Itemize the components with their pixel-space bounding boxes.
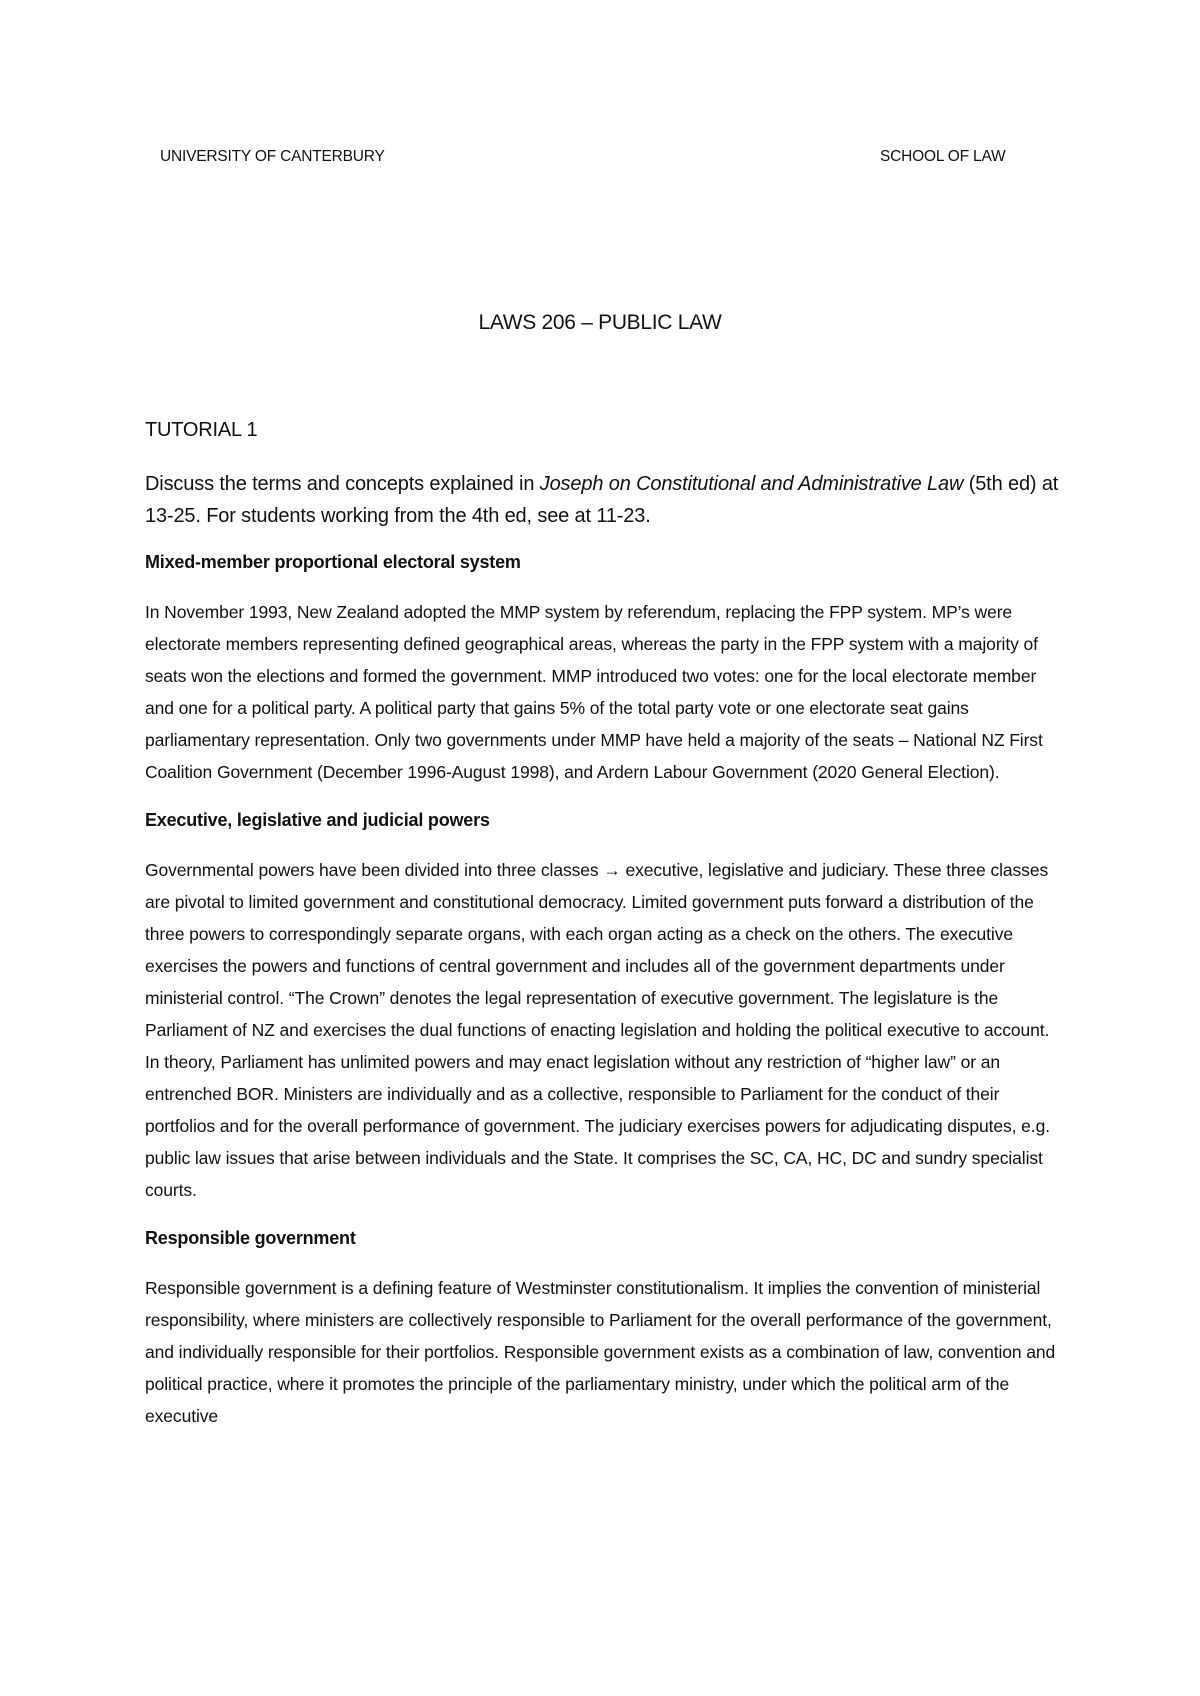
intro-suffix: (5th ed) at 13-25. For students working from the 4th ed, see at 11-23. [145,473,1059,527]
section-heading-responsible-government: Responsible government [145,1228,356,1248]
intro-paragraph [145,468,1065,532]
tutorial-heading: TUTORIAL 1 [145,419,258,441]
section-body-responsible-government: Responsible government is a defining feature of Westminster constitutionalism. It implies the convention of ministerial responsibility, where ministers are collectively responsible to Parliament for the overall performance of the government, and individually responsible for their portfolios. Responsible government exists as a combination of law, convention and political practice, where it promotes the principle of the parliamentary ministry, under which the political arm of the executive [145,1278,1056,1426]
document-title: LAWS 206 – PUBLIC LAW [478,311,722,334]
intro-book-title: Joseph on Constitutional and Administrative Law [539,473,964,495]
section-heading-powers: Executive, legislative and judicial powers [145,810,490,830]
document-body [145,418,1065,1452]
header-school: SCHOOL OF LAW [880,148,1006,165]
intro-prefix: Discuss the terms and concepts explained in [145,473,540,495]
section-body-powers: Governmental powers have been divided into three classes → executive, legislative and judiciary. These three classes are pivotal to limited government and constitutional democracy. Limited government puts forward a distribution of the three powers to correspondingly separate organs, with each organ acting as a check on the others. The executive exercises the powers and functions of central government and includes all of the government departments under ministerial control. “The Crown” denotes the legal representation of executive government. The legislature is the Parliament of NZ and exercises the dual functions of enacting legislation and holding the political executive to account. In theory, Parliament has unlimited powers and may enact legislation without any restriction of “higher law” or an entrenched BOR. Ministers are individually and as a collective, responsible to Parliament for the conduct of their portfolios and for the overall performance of government. The judiciary exercises powers for adjudicating disputes, e.g. public law issues that arise between individuals and the State. It comprises the SC, CA, HC, DC and sundry specialist courts. [145,860,1050,1200]
section-body-mmp: In November 1993, New Zealand adopted the MMP system by referendum, replacing the FPP system. MP’s were electorate members representing defined geographical areas, whereas the party in the FPP system with a majority of seats won the elections and formed the government. MMP introduced two votes: one for the local electorate member and one for a political party. A political party that gains 5% of the total party vote or one electorate seat gains parliamentary representation. Only two governments under MMP have held a majority of the seats – National NZ First Coalition Government (December 1996-August 1998), and Ardern Labour Government (2020 General Election). [145,602,1043,782]
section-heading-mmp: Mixed-member proportional electoral system [145,552,521,572]
header-university: UNIVERSITY OF CANTERBURY [160,148,385,165]
